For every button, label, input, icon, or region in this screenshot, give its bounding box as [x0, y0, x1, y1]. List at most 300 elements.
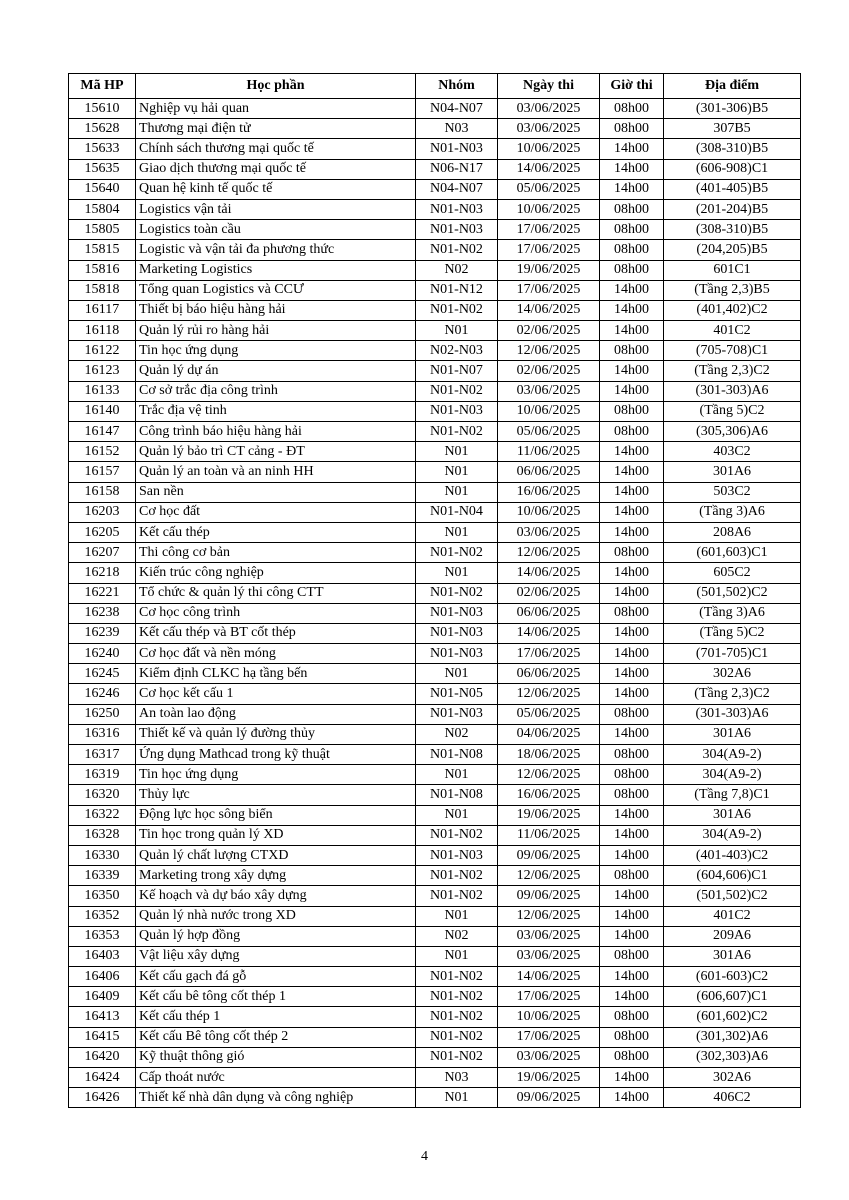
course-code-cell: 16406 [69, 967, 136, 987]
course-name-cell: Cơ học công trình [136, 603, 416, 623]
location-cell: (Tầng 5)C2 [664, 623, 801, 643]
location-cell: (Tầng 2,3)C2 [664, 684, 801, 704]
course-name-cell: Thiết bị báo hiệu hàng hải [136, 300, 416, 320]
course-name-cell: An toàn lao động [136, 704, 416, 724]
course-code-cell: 16403 [69, 946, 136, 966]
exam-time-cell: 08h00 [600, 341, 664, 361]
course-name-cell: Kết cấu thép và BT cốt thép [136, 623, 416, 643]
course-code-cell: 16238 [69, 603, 136, 623]
exam-time-cell: 14h00 [600, 724, 664, 744]
course-name-cell: Kế hoạch và dự báo xây dựng [136, 886, 416, 906]
exam-date-cell: 14/06/2025 [498, 563, 600, 583]
exam-date-cell: 19/06/2025 [498, 805, 600, 825]
exam-date-cell: 02/06/2025 [498, 361, 600, 381]
course-code-cell: 16317 [69, 745, 136, 765]
course-name-cell: Kết cấu gạch đá gỗ [136, 967, 416, 987]
exam-date-cell: 06/06/2025 [498, 603, 600, 623]
exam-date-cell: 09/06/2025 [498, 1088, 600, 1108]
course-name-cell: Quản lý bảo trì CT cảng - ĐT [136, 442, 416, 462]
location-cell: 605C2 [664, 563, 801, 583]
exam-date-cell: 05/06/2025 [498, 422, 600, 442]
table-row [69, 866, 801, 886]
exam-date-cell: 18/06/2025 [498, 745, 600, 765]
course-code-cell: 16246 [69, 684, 136, 704]
exam-time-cell: 14h00 [600, 462, 664, 482]
exam-date-cell: 02/06/2025 [498, 321, 600, 341]
group-cell: N03 [416, 1068, 498, 1088]
group-cell: N01-N02 [416, 866, 498, 886]
exam-time-cell: 14h00 [600, 563, 664, 583]
location-cell: (305,306)A6 [664, 422, 801, 442]
course-name-cell: Vật liệu xây dựng [136, 946, 416, 966]
exam-date-cell: 12/06/2025 [498, 906, 600, 926]
location-cell: (301-303)A6 [664, 381, 801, 401]
exam-time-cell: 08h00 [600, 1027, 664, 1047]
group-cell: N01-N03 [416, 623, 498, 643]
table-row [69, 401, 801, 421]
group-cell: N01-N02 [416, 1027, 498, 1047]
table-row [69, 946, 801, 966]
exam-date-cell: 12/06/2025 [498, 341, 600, 361]
table-row [69, 321, 801, 341]
table-row [69, 704, 801, 724]
location-cell: (Tầng 3)A6 [664, 603, 801, 623]
course-name-cell: Giao dịch thương mại quốc tế [136, 159, 416, 179]
exam-time-cell: 14h00 [600, 482, 664, 502]
exam-time-cell: 14h00 [600, 644, 664, 664]
group-cell: N01 [416, 482, 498, 502]
exam-time-cell: 08h00 [600, 866, 664, 886]
exam-time-cell: 08h00 [600, 401, 664, 421]
table-row [69, 825, 801, 845]
course-code-cell: 16316 [69, 724, 136, 744]
location-cell: (Tầng 3)A6 [664, 502, 801, 522]
course-name-cell: Thương mại điện tử [136, 119, 416, 139]
table-row [69, 240, 801, 260]
table-row [69, 341, 801, 361]
exam-date-cell: 06/06/2025 [498, 462, 600, 482]
group-cell: N01 [416, 462, 498, 482]
exam-date-cell: 09/06/2025 [498, 886, 600, 906]
group-cell: N01-N02 [416, 543, 498, 563]
table-row [69, 785, 801, 805]
location-cell: (401-405)B5 [664, 179, 801, 199]
location-cell: (401,402)C2 [664, 300, 801, 320]
group-cell: N01-N05 [416, 684, 498, 704]
course-code-cell: 16352 [69, 906, 136, 926]
course-code-cell: 16205 [69, 522, 136, 542]
exam-date-cell: 12/06/2025 [498, 765, 600, 785]
location-cell: 301A6 [664, 805, 801, 825]
course-code-cell: 16420 [69, 1047, 136, 1067]
exam-time-cell: 08h00 [600, 946, 664, 966]
table-row [69, 179, 801, 199]
location-cell: (201-204)B5 [664, 199, 801, 219]
course-code-cell: 16339 [69, 866, 136, 886]
group-cell: N01-N03 [416, 401, 498, 421]
course-name-cell: Cơ học kết cấu 1 [136, 684, 416, 704]
table-row [69, 422, 801, 442]
group-cell: N01 [416, 906, 498, 926]
exam-time-cell: 14h00 [600, 159, 664, 179]
location-cell: (301-306)B5 [664, 99, 801, 119]
group-cell: N01-N12 [416, 280, 498, 300]
group-cell: N01-N02 [416, 825, 498, 845]
table-row [69, 482, 801, 502]
group-cell: N02 [416, 926, 498, 946]
course-code-cell: 16409 [69, 987, 136, 1007]
exam-time-cell: 14h00 [600, 664, 664, 684]
location-cell: (601,602)C2 [664, 1007, 801, 1027]
exam-time-cell: 08h00 [600, 1007, 664, 1027]
course-name-cell: Logistics toàn cầu [136, 220, 416, 240]
table-row [69, 260, 801, 280]
table-row [69, 644, 801, 664]
table-row [69, 99, 801, 119]
course-name-cell: Cơ sở trắc địa công trình [136, 381, 416, 401]
course-name-cell: Logistic và vận tải đa phương thức [136, 240, 416, 260]
exam-time-cell: 14h00 [600, 139, 664, 159]
table-row [69, 845, 801, 865]
exam-time-cell: 14h00 [600, 1068, 664, 1088]
group-cell: N02-N03 [416, 341, 498, 361]
course-name-cell: Quan hệ kinh tế quốc tế [136, 179, 416, 199]
exam-date-cell: 17/06/2025 [498, 280, 600, 300]
location-cell: 304(A9-2) [664, 765, 801, 785]
table-row [69, 623, 801, 643]
course-name-cell: Kết cấu thép [136, 522, 416, 542]
group-cell: N01 [416, 664, 498, 684]
course-name-cell: Quản lý an toàn và an ninh HH [136, 462, 416, 482]
group-cell: N01 [416, 442, 498, 462]
course-code-cell: 15818 [69, 280, 136, 300]
exam-time-cell: 08h00 [600, 745, 664, 765]
location-cell: (401-403)C2 [664, 845, 801, 865]
exam-date-cell: 14/06/2025 [498, 300, 600, 320]
course-name-cell: Tin học trong quản lý XD [136, 825, 416, 845]
location-cell: (604,606)C1 [664, 866, 801, 886]
exam-date-cell: 10/06/2025 [498, 401, 600, 421]
group-cell: N01-N03 [416, 603, 498, 623]
course-code-cell: 15635 [69, 159, 136, 179]
location-cell: (606-908)C1 [664, 159, 801, 179]
course-name-cell: Nghiệp vụ hải quan [136, 99, 416, 119]
course-code-cell: 16158 [69, 482, 136, 502]
exam-time-cell: 08h00 [600, 765, 664, 785]
exam-time-cell: 14h00 [600, 442, 664, 462]
exam-time-cell: 14h00 [600, 361, 664, 381]
exam-time-cell: 14h00 [600, 967, 664, 987]
group-cell: N01-N07 [416, 361, 498, 381]
location-cell: (302,303)A6 [664, 1047, 801, 1067]
course-code-cell: 16328 [69, 825, 136, 845]
exam-date-cell: 14/06/2025 [498, 967, 600, 987]
group-cell: N01-N03 [416, 845, 498, 865]
course-name-cell: Quản lý hợp đồng [136, 926, 416, 946]
exam-time-cell: 14h00 [600, 906, 664, 926]
course-code-cell: 16415 [69, 1027, 136, 1047]
course-code-cell: 16413 [69, 1007, 136, 1027]
course-name-cell: Quản lý dự án [136, 361, 416, 381]
course-name-cell: Kết cấu thép 1 [136, 1007, 416, 1027]
exam-date-cell: 10/06/2025 [498, 199, 600, 219]
table-row [69, 462, 801, 482]
group-cell: N01-N02 [416, 1047, 498, 1067]
group-cell: N01-N02 [416, 422, 498, 442]
exam-date-cell: 03/06/2025 [498, 522, 600, 542]
exam-time-cell: 14h00 [600, 300, 664, 320]
course-code-cell: 15610 [69, 99, 136, 119]
course-name-cell: Tổ chức & quản lý thi công CTT [136, 583, 416, 603]
location-cell: 304(A9-2) [664, 825, 801, 845]
course-code-cell: 15816 [69, 260, 136, 280]
group-cell: N01 [416, 321, 498, 341]
location-cell: (501,502)C2 [664, 886, 801, 906]
course-code-cell: 16330 [69, 845, 136, 865]
course-name-cell: Kiểm định CLKC hạ tầng bến [136, 664, 416, 684]
location-cell: 304(A9-2) [664, 745, 801, 765]
exam-date-cell: 17/06/2025 [498, 987, 600, 1007]
course-code-cell: 16152 [69, 442, 136, 462]
exam-date-cell: 19/06/2025 [498, 1068, 600, 1088]
exam-date-cell: 09/06/2025 [498, 845, 600, 865]
location-cell: (701-705)C1 [664, 644, 801, 664]
group-cell: N01-N02 [416, 987, 498, 1007]
group-cell: N02 [416, 724, 498, 744]
group-cell: N01-N03 [416, 139, 498, 159]
exam-time-cell: 14h00 [600, 825, 664, 845]
exam-date-cell: 17/06/2025 [498, 1027, 600, 1047]
course-name-cell: Cấp thoát nước [136, 1068, 416, 1088]
course-code-cell: 15804 [69, 199, 136, 219]
header-dia-diem: Địa điểm [664, 74, 801, 99]
table-row [69, 522, 801, 542]
course-name-cell: Kiến trúc công nghiệp [136, 563, 416, 583]
group-cell: N04-N07 [416, 99, 498, 119]
course-name-cell: Logistics vận tải [136, 199, 416, 219]
exam-date-cell: 11/06/2025 [498, 442, 600, 462]
exam-time-cell: 08h00 [600, 603, 664, 623]
course-code-cell: 16118 [69, 321, 136, 341]
location-cell: (Tầng 2,3)C2 [664, 361, 801, 381]
group-cell: N01 [416, 563, 498, 583]
exam-time-cell: 08h00 [600, 785, 664, 805]
course-code-cell: 15628 [69, 119, 136, 139]
group-cell: N06-N17 [416, 159, 498, 179]
course-code-cell: 16122 [69, 341, 136, 361]
location-cell: 403C2 [664, 442, 801, 462]
exam-time-cell: 14h00 [600, 583, 664, 603]
exam-time-cell: 14h00 [600, 522, 664, 542]
table-row [69, 502, 801, 522]
course-code-cell: 15805 [69, 220, 136, 240]
exam-date-cell: 05/06/2025 [498, 704, 600, 724]
exam-time-cell: 14h00 [600, 926, 664, 946]
table-row [69, 361, 801, 381]
location-cell: 301A6 [664, 724, 801, 744]
course-name-cell: Tổng quan Logistics và CCƯ [136, 280, 416, 300]
course-name-cell: Công trình báo hiệu hàng hải [136, 422, 416, 442]
exam-time-cell: 14h00 [600, 805, 664, 825]
course-code-cell: 16239 [69, 623, 136, 643]
exam-date-cell: 16/06/2025 [498, 482, 600, 502]
table-row [69, 1027, 801, 1047]
table-row [69, 906, 801, 926]
exam-time-cell: 08h00 [600, 1047, 664, 1067]
location-cell: (Tầng 2,3)B5 [664, 280, 801, 300]
table-row [69, 664, 801, 684]
table-row [69, 1047, 801, 1067]
course-name-cell: Thiết kế và quản lý đường thủy [136, 724, 416, 744]
exam-time-cell: 08h00 [600, 422, 664, 442]
exam-time-cell: 14h00 [600, 179, 664, 199]
group-cell: N01-N02 [416, 1007, 498, 1027]
table-row [69, 1068, 801, 1088]
table-row [69, 442, 801, 462]
course-name-cell: Quản lý chất lượng CTXD [136, 845, 416, 865]
course-name-cell: Quản lý nhà nước trong XD [136, 906, 416, 926]
course-code-cell: 16250 [69, 704, 136, 724]
table-row [69, 220, 801, 240]
course-code-cell: 16319 [69, 765, 136, 785]
location-cell: (308-310)B5 [664, 139, 801, 159]
location-cell: 302A6 [664, 1068, 801, 1088]
group-cell: N02 [416, 260, 498, 280]
table-row [69, 159, 801, 179]
exam-time-cell: 08h00 [600, 220, 664, 240]
exam-time-cell: 14h00 [600, 684, 664, 704]
exam-time-cell: 14h00 [600, 502, 664, 522]
course-code-cell: 16350 [69, 886, 136, 906]
table-row [69, 119, 801, 139]
exam-date-cell: 19/06/2025 [498, 260, 600, 280]
course-code-cell: 16322 [69, 805, 136, 825]
header-hoc-phan: Học phần [136, 74, 416, 99]
course-name-cell: Marketing trong xây dựng [136, 866, 416, 886]
exam-date-cell: 05/06/2025 [498, 179, 600, 199]
location-cell: (301-303)A6 [664, 704, 801, 724]
exam-date-cell: 04/06/2025 [498, 724, 600, 744]
course-name-cell: Tin học ứng dụng [136, 341, 416, 361]
course-code-cell: 16320 [69, 785, 136, 805]
location-cell: 302A6 [664, 664, 801, 684]
table-row [69, 300, 801, 320]
course-code-cell: 16203 [69, 502, 136, 522]
location-cell: (601,603)C1 [664, 543, 801, 563]
exam-date-cell: 06/06/2025 [498, 664, 600, 684]
course-name-cell: Chính sách thương mại quốc tế [136, 139, 416, 159]
group-cell: N01-N02 [416, 240, 498, 260]
exam-date-cell: 03/06/2025 [498, 946, 600, 966]
group-cell: N03 [416, 119, 498, 139]
course-name-cell: Cơ học đất [136, 502, 416, 522]
group-cell: N01-N03 [416, 704, 498, 724]
course-code-cell: 15815 [69, 240, 136, 260]
location-cell: (606,607)C1 [664, 987, 801, 1007]
course-name-cell: Marketing Logistics [136, 260, 416, 280]
course-code-cell: 15640 [69, 179, 136, 199]
exam-date-cell: 03/06/2025 [498, 119, 600, 139]
group-cell: N01-N04 [416, 502, 498, 522]
course-code-cell: 16207 [69, 543, 136, 563]
header-ngay-thi: Ngày thi [498, 74, 600, 99]
group-cell: N01 [416, 522, 498, 542]
location-cell: (301,302)A6 [664, 1027, 801, 1047]
table-row [69, 583, 801, 603]
course-code-cell: 16424 [69, 1068, 136, 1088]
exam-time-cell: 08h00 [600, 119, 664, 139]
course-name-cell: Cơ học đất và nền móng [136, 644, 416, 664]
group-cell: N01-N08 [416, 785, 498, 805]
exam-time-cell: 14h00 [600, 886, 664, 906]
table-row [69, 724, 801, 744]
course-code-cell: 16157 [69, 462, 136, 482]
exam-date-cell: 16/06/2025 [498, 785, 600, 805]
course-name-cell: Tin học ứng dụng [136, 765, 416, 785]
table-row [69, 805, 801, 825]
exam-time-cell: 14h00 [600, 280, 664, 300]
location-cell: 601C1 [664, 260, 801, 280]
exam-date-cell: 10/06/2025 [498, 502, 600, 522]
group-cell: N01-N02 [416, 300, 498, 320]
table-row [69, 684, 801, 704]
exam-time-cell: 08h00 [600, 704, 664, 724]
course-name-cell: Ứng dụng Mathcad trong kỹ thuật [136, 745, 416, 765]
course-code-cell: 15633 [69, 139, 136, 159]
location-cell: (601-603)C2 [664, 967, 801, 987]
exam-date-cell: 12/06/2025 [498, 684, 600, 704]
location-cell: 208A6 [664, 522, 801, 542]
group-cell: N04-N07 [416, 179, 498, 199]
course-name-cell: Thủy lực [136, 785, 416, 805]
group-cell: N01 [416, 765, 498, 785]
table-row [69, 1088, 801, 1108]
course-name-cell: Quản lý rủi ro hàng hải [136, 321, 416, 341]
group-cell: N01-N03 [416, 220, 498, 240]
location-cell: (501,502)C2 [664, 583, 801, 603]
exam-date-cell: 17/06/2025 [498, 220, 600, 240]
header-ma-hp: Mã HP [69, 74, 136, 99]
exam-time-cell: 14h00 [600, 321, 664, 341]
location-cell: (Tầng 7,8)C1 [664, 785, 801, 805]
exam-time-cell: 14h00 [600, 987, 664, 1007]
table-row [69, 280, 801, 300]
group-cell: N01-N02 [416, 381, 498, 401]
table-row [69, 563, 801, 583]
course-name-cell: Kết cấu Bê tông cốt thép 2 [136, 1027, 416, 1047]
exam-date-cell: 03/06/2025 [498, 926, 600, 946]
exam-time-cell: 14h00 [600, 381, 664, 401]
location-cell: (308-310)B5 [664, 220, 801, 240]
course-name-cell: Trắc địa vệ tinh [136, 401, 416, 421]
exam-schedule-table [68, 73, 801, 1108]
group-cell: N01-N02 [416, 583, 498, 603]
exam-date-cell: 14/06/2025 [498, 159, 600, 179]
header-row [69, 74, 801, 99]
exam-date-cell: 02/06/2025 [498, 583, 600, 603]
exam-date-cell: 03/06/2025 [498, 99, 600, 119]
exam-time-cell: 08h00 [600, 260, 664, 280]
exam-date-cell: 12/06/2025 [498, 866, 600, 886]
location-cell: 503C2 [664, 482, 801, 502]
location-cell: (204,205)B5 [664, 240, 801, 260]
table-row [69, 765, 801, 785]
course-name-cell: Thi công cơ bản [136, 543, 416, 563]
course-name-cell: Thiết kế nhà dân dụng và công nghiệp [136, 1088, 416, 1108]
group-cell: N01-N02 [416, 886, 498, 906]
exam-date-cell: 03/06/2025 [498, 381, 600, 401]
table-row [69, 886, 801, 906]
